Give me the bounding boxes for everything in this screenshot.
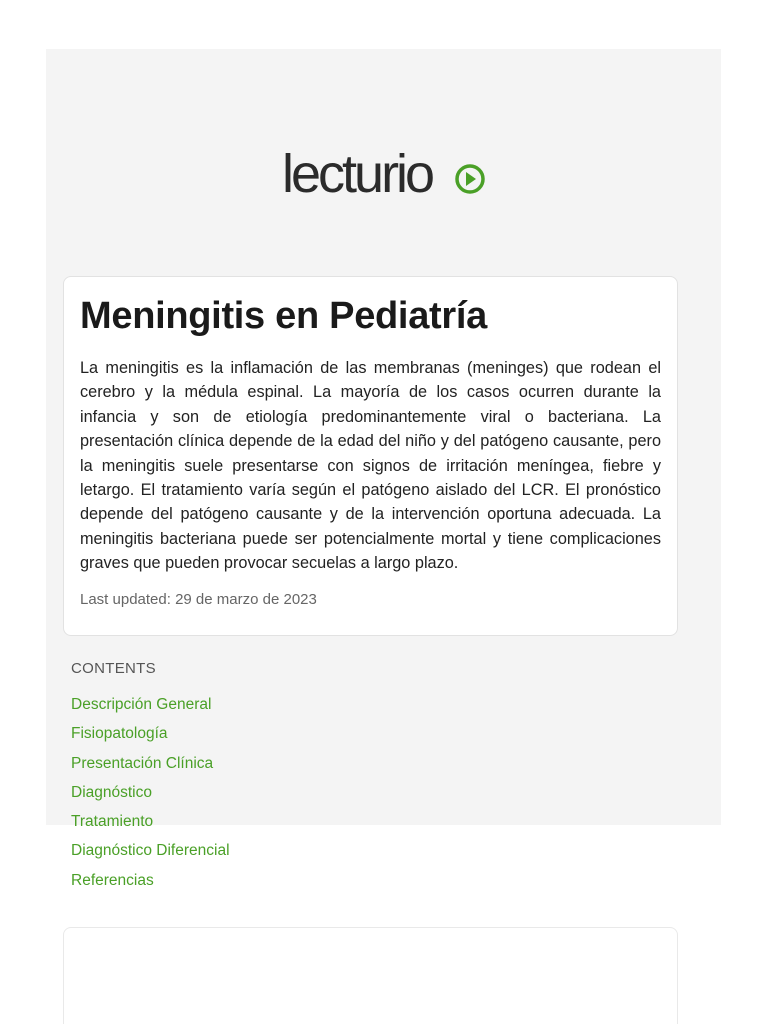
toc-link-referencias[interactable]: Referencias [71,871,154,889]
list-item [71,812,671,841]
toc-link-fisiopatologia[interactable]: Fisiopatología [71,725,168,743]
toc-link-presentacion-clinica[interactable]: Presentación Clínica [71,754,214,772]
lecturio-logo-icon [282,146,488,198]
list-item [71,754,671,783]
article-summary: La meningitis es la inflamación de las membranas (meninges) que rodean el cerebro y la médula espinal. La mayoría de los casos ocurren durante la infancia y son de etiología predominantemente viral o bacteriana. La presentación clínica depende de la edad del niño y del patógeno causante, pero la meningitis suele presentarse con signos de irritación meníngea, fiebre y letargo. El tratamiento varía según el patógeno aislado del LCR. El pronóstico depende del patógeno causante y de la intervención oportuna adecuada. La meningitis bacteriana puede ser potencialmente mortal y tiene complicaciones graves que pueden provocar secuelas a largo plazo. [80,359,661,573]
table-of-contents [71,660,671,900]
toc-link-descripcion-general[interactable]: Descripción General [71,696,212,713]
article-summary-card [63,276,678,636]
list-item [71,695,671,724]
contents-list [71,695,671,900]
logo-wordmark: lecturio [282,146,433,198]
next-section-card [63,927,678,1024]
toc-link-tratamiento[interactable]: Tratamiento [71,813,154,831]
contents-heading: CONTENTS [71,660,156,677]
list-item [71,841,671,870]
toc-link-diagnostico[interactable]: Diagnóstico [71,783,152,801]
last-updated: Last updated: 29 de marzo de 2023 [80,590,317,608]
list-item [71,871,671,900]
toc-link-diagnostico-diferencial[interactable]: Diagnóstico Diferencial [71,842,230,860]
list-item [71,783,671,812]
page-title: Meningitis en Pediatría [80,295,487,337]
lecturio-logo[interactable] [282,146,488,198]
list-item [71,724,671,753]
